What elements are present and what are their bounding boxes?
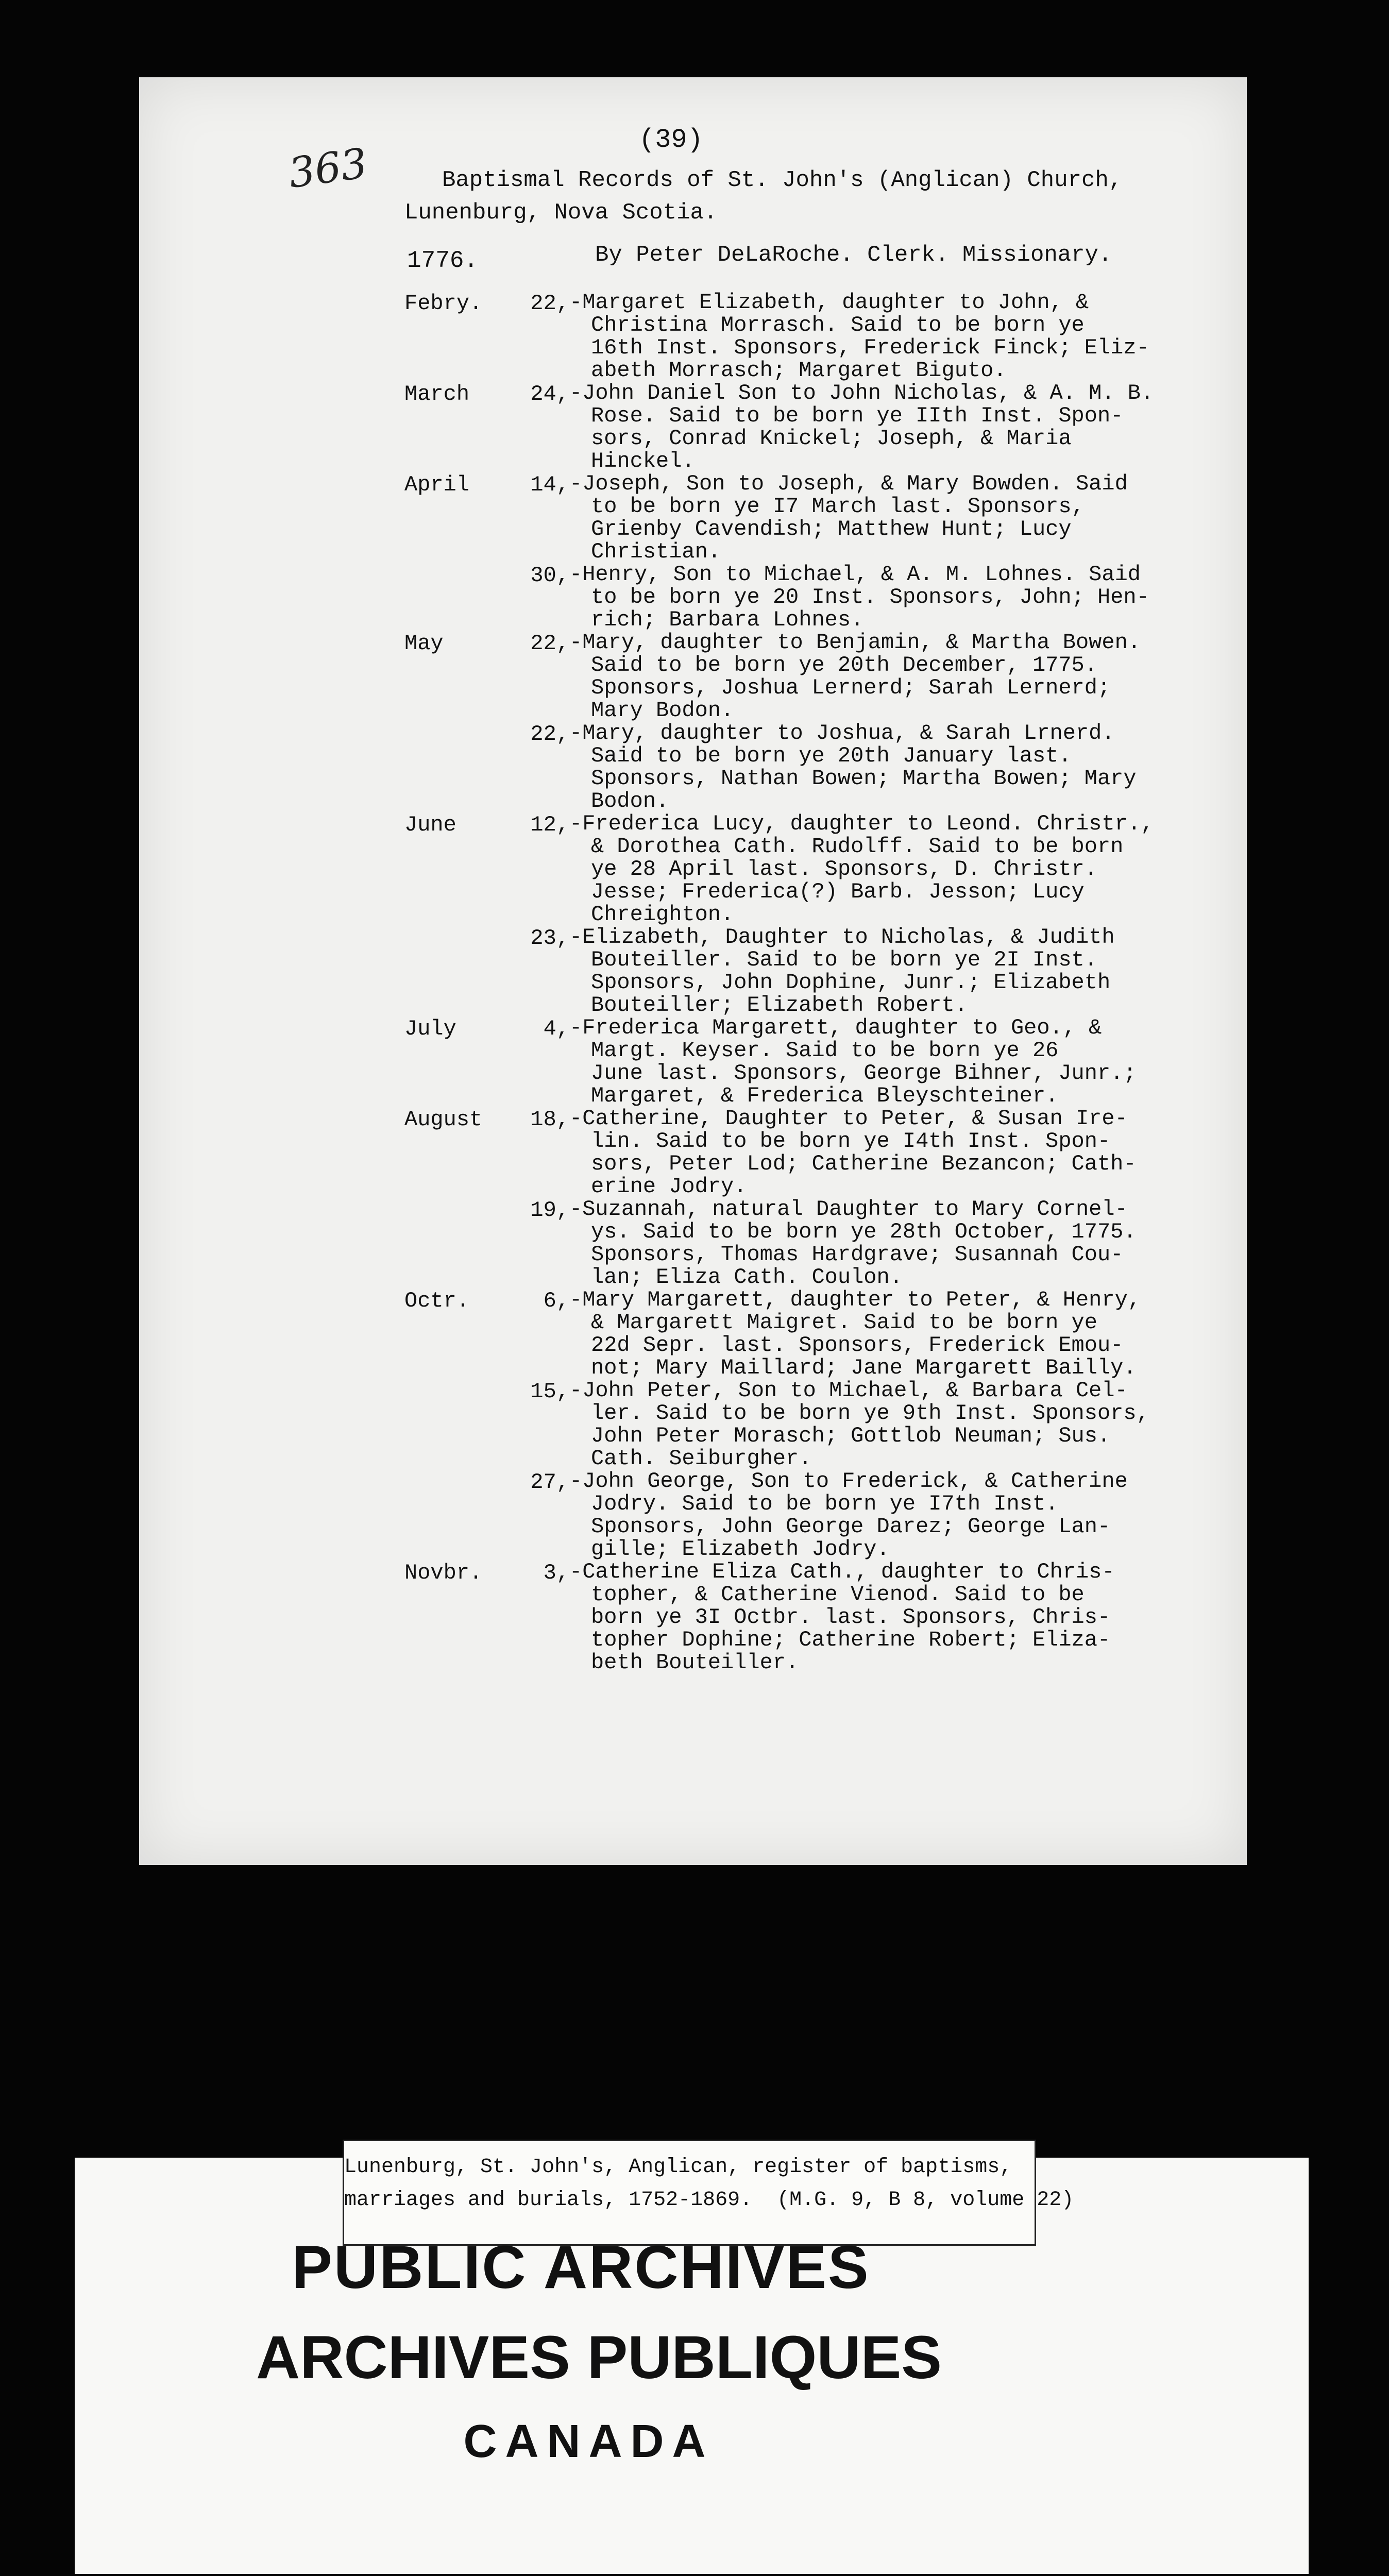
- catalog-slip-line: Lunenburg, St. John's, Anglican, register of baptisms,: [344, 2156, 1012, 2179]
- entry-day: 22,: [530, 722, 569, 747]
- entry-text-line: Christina Morrasch. Said to be born ye: [591, 313, 1085, 337]
- entry-day: 6,: [543, 1289, 569, 1313]
- entry-text-line: to be born ye 20 Inst. Sponsors, John; Hen-: [591, 585, 1149, 609]
- entry-text-line: ys. Said to be born ye 28th October, 1775.: [591, 1219, 1137, 1244]
- entry-day: 23,: [530, 926, 569, 951]
- entry-month: Febry.: [404, 291, 483, 316]
- entry-text-line: & Dorothea Cath. Rudolff. Said to be born: [591, 834, 1124, 859]
- entry-month: March: [404, 382, 470, 406]
- entry-day: 22,: [530, 631, 569, 656]
- entry-text-line: Sponsors, John Dophine, Junr.; Elizabeth: [591, 970, 1111, 995]
- entry-text-line: -Margaret Elizabeth, daughter to John, &: [569, 290, 1089, 315]
- entry-day: 22,: [530, 291, 569, 316]
- entry-text-line: -Joseph, Son to Joseph, & Mary Bowden. Said: [569, 471, 1128, 496]
- entry-text-line: 22d Sepr. last. Sponsors, Frederick Emou-: [591, 1333, 1124, 1358]
- entry-text-line: & Margarett Maigret. Said to be born ye: [591, 1310, 1097, 1335]
- entry-text-line: -Catherine, Daughter to Peter, & Susan Ire-: [569, 1106, 1128, 1131]
- archive-stamp-french: ARCHIVES PUBLIQUES: [256, 2324, 942, 2392]
- entry-day: 3,: [543, 1561, 569, 1585]
- entry-day: 27,: [530, 1470, 569, 1495]
- entry-text-line: Margt. Keyser. Said to be born ye 26: [591, 1038, 1059, 1063]
- record-year: 1776.: [407, 247, 479, 274]
- entry-month: April: [404, 472, 470, 497]
- entry-text-line: Bouteiller. Said to be born ye 2I Inst.: [591, 947, 1097, 972]
- entry-text-line: Bodon.: [591, 789, 669, 814]
- entry-day: 18,: [530, 1107, 569, 1132]
- entry-text-line: Grienby Cavendish; Matthew Hunt; Lucy: [591, 517, 1072, 541]
- entry-text-line: born ye 3I Octbr. last. Sponsors, Chris-: [591, 1605, 1111, 1630]
- archive-label-card: [75, 2158, 1309, 2574]
- catalog-slip-line: marriages and burials, 1752-1869. (M.G. 9, B 8, volume 22): [344, 2189, 1074, 2212]
- entry-text-line: ye 28 April last. Sponsors, D. Christr.: [591, 857, 1097, 882]
- entry-text-line: Bouteiller; Elizabeth Robert.: [591, 993, 968, 1018]
- entry-text-line: Mary Bodon.: [591, 698, 734, 723]
- entry-text-line: -Frederica Lucy, daughter to Leond. Christr.,: [569, 811, 1154, 836]
- entry-text-line: -Mary, daughter to Benjamin, & Martha Bowen.: [569, 630, 1141, 655]
- entry-day: 24,: [530, 382, 569, 406]
- entry-text-line: John Peter Morasch; Gottlob Neuman; Sus.: [591, 1423, 1111, 1448]
- entry-text-line: Sponsors, Nathan Bowen; Martha Bowen; Mary: [591, 766, 1137, 791]
- entry-month: July: [404, 1016, 456, 1041]
- entry-text-line: Sponsors, John George Darez; George Lan-: [591, 1514, 1111, 1539]
- entry-text-line: -Mary Margarett, daughter to Peter, & Henry,: [569, 1287, 1141, 1312]
- entry-month: Novbr.: [404, 1561, 483, 1585]
- entry-text-line: lin. Said to be born ye I4th Inst. Spon-: [591, 1129, 1111, 1154]
- entry-text-line: Said to be born ye 20th December, 1775.: [591, 653, 1097, 677]
- entry-text-line: -John Daniel Son to John Nicholas, & A. M. B.: [569, 381, 1154, 405]
- entry-text-line: Jodry. Said to be born ye I7th Inst.: [591, 1492, 1059, 1516]
- entry-text-line: -Frederica Margarett, daughter to Geo., &: [569, 1015, 1102, 1040]
- entry-day: 19,: [530, 1198, 569, 1223]
- entry-text-line: Hinckel.: [591, 449, 695, 473]
- entry-text-line: topher Dophine; Catherine Robert; Eliza-: [591, 1628, 1111, 1652]
- entry-text-line: -Catherine Eliza Cath., daughter to Chris-: [569, 1560, 1115, 1584]
- entry-text-line: June last. Sponsors, George Bihner, Junr.;: [591, 1061, 1137, 1086]
- entry-day: 14,: [530, 472, 569, 497]
- entry-text-line: Christian.: [591, 539, 721, 564]
- entry-text-line: Chreighton.: [591, 902, 734, 927]
- entry-text-line: erine Jodry.: [591, 1174, 747, 1199]
- entry-day: 12,: [530, 812, 569, 837]
- entry-text-line: sors, Conrad Knickel; Joseph, & Maria: [591, 426, 1072, 451]
- entry-text-line: Rose. Said to be born ye IIth Inst. Spon-: [591, 403, 1124, 428]
- record-author: By Peter DeLaRoche. Clerk. Missionary.: [595, 242, 1112, 268]
- entry-text-line: gille; Elizabeth Jodry.: [591, 1537, 890, 1562]
- document-page: [139, 77, 1247, 1865]
- entry-text-line: sors, Peter Lod; Catherine Bezancon; Cath-: [591, 1151, 1137, 1176]
- entry-text-line: Cath. Seiburgher.: [591, 1446, 812, 1471]
- archive-stamp-english: PUBLIC ARCHIVES: [292, 2233, 870, 2301]
- record-title: Baptismal Records of St. John's (Anglican) Church,: [442, 167, 1123, 193]
- entry-text-line: -Elizabeth, Daughter to Nicholas, & Judith: [569, 925, 1115, 950]
- entry-text-line: -Suzannah, natural Daughter to Mary Cornel-: [569, 1197, 1128, 1222]
- archive-stamp-country: CANADA: [463, 2416, 714, 2467]
- catalog-slip: [343, 2140, 1074, 2246]
- entry-month: Octr.: [404, 1289, 470, 1313]
- entry-day: 30,: [530, 563, 569, 588]
- entry-text-line: 16th Inst. Sponsors, Frederick Finck; Eliz-: [591, 335, 1149, 360]
- entry-text-line: ler. Said to be born ye 9th Inst. Sponsors,: [591, 1401, 1149, 1426]
- entry-text-line: Said to be born ye 20th January last.: [591, 743, 1072, 768]
- page-number: (39): [639, 125, 703, 155]
- entry-text-line: rich; Barbara Lohnes.: [591, 607, 864, 632]
- entry-text-line: lan; Eliza Cath. Coulon.: [591, 1265, 903, 1290]
- entry-text-line: -John Peter, Son to Michael, & Barbara Cel-: [569, 1378, 1128, 1403]
- record-location: Lunenburg, Nova Scotia.: [404, 200, 718, 226]
- entry-month: May: [404, 631, 444, 656]
- entry-text-line: to be born ye I7 March last. Sponsors,: [591, 494, 1085, 519]
- entry-text-line: -Mary, daughter to Joshua, & Sarah Lrnerd.: [569, 721, 1115, 745]
- entry-text-line: not; Mary Maillard; Jane Margarett Bailly.: [591, 1355, 1137, 1380]
- entry-text-line: -Henry, Son to Michael, & A. M. Lohnes. Said: [569, 562, 1141, 587]
- entry-day: 4,: [543, 1016, 569, 1041]
- entry-text-line: Margaret, & Frederica Bleyschteiner.: [591, 1083, 1059, 1108]
- entry-text-line: Jesse; Frederica(?) Barb. Jesson; Lucy: [591, 879, 1085, 904]
- entry-text-line: beth Bouteiller.: [591, 1650, 799, 1675]
- entry-month: August: [404, 1107, 483, 1132]
- entry-text-line: Sponsors, Joshua Lernerd; Sarah Lernerd;: [591, 675, 1111, 700]
- entry-month: June: [404, 812, 456, 837]
- entry-day: 15,: [530, 1379, 569, 1404]
- entry-text-line: abeth Morrasch; Margaret Biguto.: [591, 358, 1007, 383]
- handwritten-folio-number: 363: [285, 139, 370, 198]
- entry-text-line: -John George, Son to Frederick, & Catherine: [569, 1469, 1128, 1494]
- entry-text-line: Sponsors, Thomas Hardgrave; Susannah Cou-: [591, 1242, 1124, 1267]
- entry-text-line: topher, & Catherine Vienod. Said to be: [591, 1582, 1085, 1607]
